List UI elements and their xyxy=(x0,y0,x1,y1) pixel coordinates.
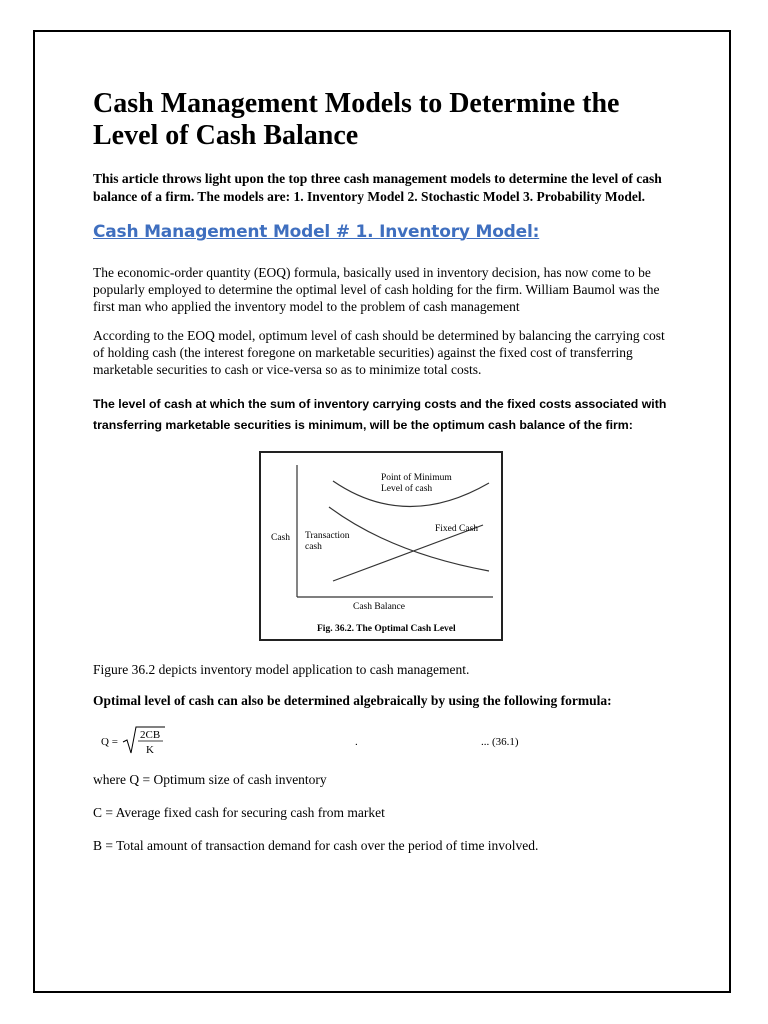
transaction-cost-curve xyxy=(329,507,489,571)
highlight-paragraph: The level of cash at which the sum of inventory carrying costs and the fixed costs associated with transferring marketable securities is minimum, will be the optimum cash balance of the firm: xyxy=(93,397,667,432)
formula-denominator: K xyxy=(146,744,154,756)
formula-graphic xyxy=(93,723,673,759)
definition-b: B = Total amount of transaction demand for cash over the period of time involved. xyxy=(93,838,539,853)
axis-label-y: Cash xyxy=(271,533,290,543)
article-content xyxy=(93,88,673,870)
formula-ref: ... (36.1) xyxy=(481,736,519,748)
optimal-cash-chart xyxy=(261,453,501,639)
paragraph: According to the EOQ model, optimum level of cash should be determined by balancing the carrying cost of holding cash (the interest foregone on marketable securities) against the fixed cost of transferring marketable securities to cash or vice-versa so as to minimize total costs. xyxy=(93,328,665,377)
formula xyxy=(93,723,673,759)
curve-label-min-2: Level of cash xyxy=(381,484,433,494)
optimal-cash-figure xyxy=(259,451,503,641)
formula-lhs: Q = xyxy=(101,736,118,748)
section-heading: Cash Management Model # 1. Inventory Model: xyxy=(93,222,540,242)
formula-intro: Optimal level of cash can also be determined algebraically by using the following formula: xyxy=(93,693,612,708)
curve-label-transaction-1: Transaction xyxy=(305,531,350,541)
formula-dot: . xyxy=(355,736,358,748)
definition-c: C = Average fixed cash for securing cash from market xyxy=(93,805,385,820)
definition-q: where Q = Optimum size of cash inventory xyxy=(93,772,327,787)
intro-paragraph: This article throws light upon the top three cash management models to determine the level of cash balance of a firm. The models are: 1. Inventory Model 2. Stochastic Model 3. Probability Model. xyxy=(93,171,662,204)
figure-description: Figure 36.2 depicts inventory model application to cash management. xyxy=(93,662,470,677)
curve-label-fixed: Fixed Cash xyxy=(435,524,479,534)
paragraph: The economic-order quantity (EOQ) formula, basically used in inventory decision, has now come to be popularly employed to determine the optimal level of cash holding for the firm. William Baumol was the first man who applied the inventory model to the problem of cash management xyxy=(93,265,660,314)
formula-numerator: 2CB xyxy=(140,729,161,741)
page-title: Cash Management Models to Determine the Level of Cash Balance xyxy=(93,88,620,151)
curve-label-min-1: Point of Minimum xyxy=(381,473,452,483)
axis-label-x: Cash Balance xyxy=(353,602,405,612)
figure-caption: Fig. 36.2. The Optimal Cash Level xyxy=(317,624,456,634)
curve-label-transaction-2: cash xyxy=(305,542,322,552)
